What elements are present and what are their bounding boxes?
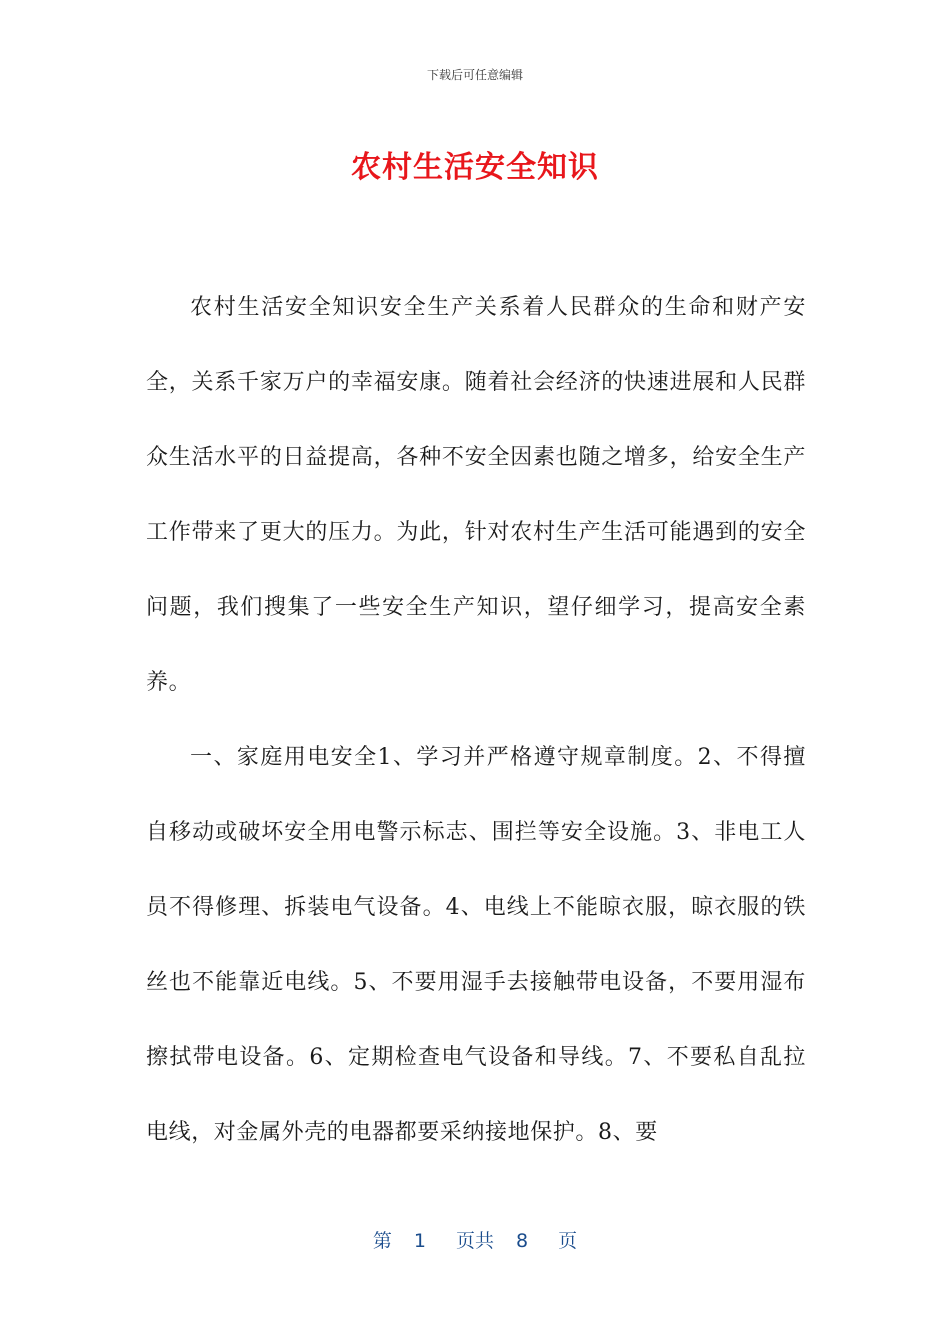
footer-page-suffix: 页 xyxy=(558,1230,578,1252)
document-title: 农村生活安全知识 xyxy=(351,150,599,185)
paragraph-electricity-safety: 一、家庭用电安全1、学习并严格遵守规章制度。2、不得擅自移动或破坏安全用电警示标志、围拦等安全设施。3、非电工人员不得修理、拆装电气设备。4、电线上不能晾衣服，晾衣服的铁丝也不能靠近电线。5、不要用湿手去接触带电设备，不要用湿布擦拭带电设备。6、定期检查电气设备和导线。7、不要私自乱拉电线，对金属外壳的电器都要采纳接地保护。8、要 xyxy=(146,745,806,1145)
footer-page-mid: 页共 xyxy=(455,1230,494,1252)
document-body xyxy=(146,270,806,1170)
footer-page-prefix: 第 xyxy=(372,1230,392,1252)
footer-total-pages: 8 xyxy=(516,1230,529,1252)
page-footer xyxy=(0,1226,950,1253)
header-note: 下载后可任意编辑 xyxy=(426,68,523,82)
footer-current-page: 1 xyxy=(413,1230,426,1252)
paragraph-intro: 农村生活安全知识安全生产关系着人民群众的生命和财产安全，关系千家万户的幸福安康。随着社会经济的快速进展和人民群众生活水平的日益提高，各种不安全因素也随之增多，给安全生产工作带来了更大的压力。为此，针对农村生产生活可能遇到的安全问题，我们搜集了一些安全生产知识，望仔细学习，提高安全素养。 xyxy=(146,295,806,695)
